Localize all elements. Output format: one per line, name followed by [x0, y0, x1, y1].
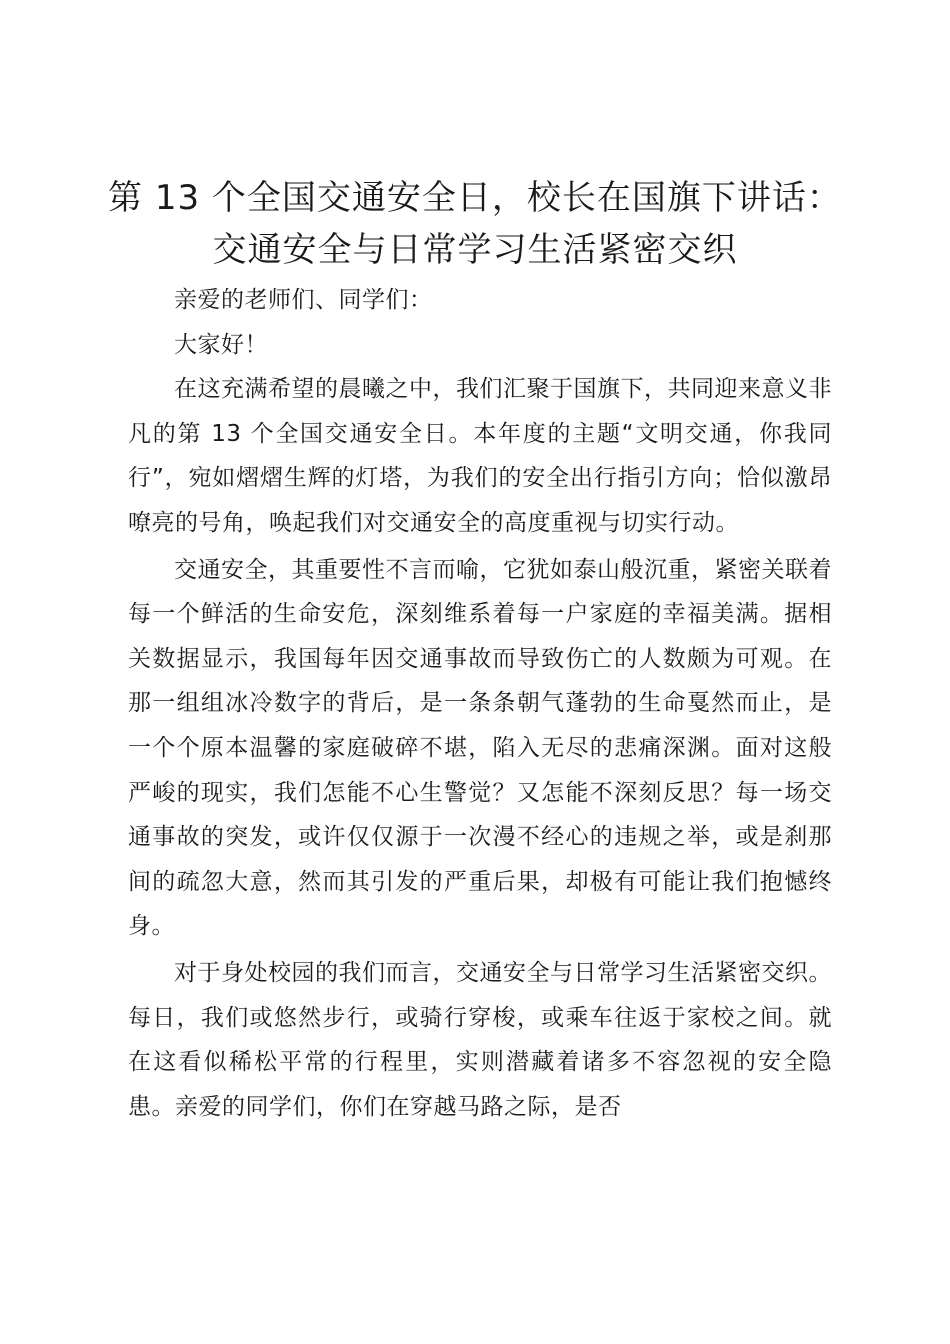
paragraph-campus: 对于身处校园的我们而言，交通安全与日常学习生活紧密交织。每日，我们或悠然步行，或骑行穿梭，或乘车往返于家校之间。就在这看似稀松平常的行程里，实则潜藏着诸多不容忽视的安全隐患。亲爱的同学们，你们在穿越马路之际，是否	[128, 959, 832, 1120]
greeting: 大家好！	[174, 331, 268, 358]
title-line-1: 第 13 个全国交通安全日，校长在国旗下讲话：	[108, 178, 842, 218]
title-line-2: 交通安全与日常学习生活紧密交织	[212, 230, 738, 270]
document-body	[128, 278, 832, 1129]
document-title	[100, 172, 850, 276]
paragraph-importance: 交通安全，其重要性不言而喻，它犹如泰山般沉重，紧密关联着每一个鲜活的生命安危，深刻维系着每一户家庭的幸福美满。据相关数据显示，我国每年因交通事故而导致伤亡的人数颇为可观。在那一组组冰冷数字的背后，是一条条朝气蓬勃的生命戛然而止，是一个个原本温馨的家庭破碎不堪，陷入无尽的悲痛深渊。面对这般严峻的现实，我们怎能不心生警觉？又怎能不深刻反思？每一场交通事故的突发，或许仅仅源于一次漫不经心的违规之举，或是刹那间的疏忽大意，然而其引发的严重后果，却极有可能让我们抱憾终身。	[128, 556, 832, 940]
salutation: 亲爱的老师们、同学们：	[174, 287, 433, 313]
paragraph-intro: 在这充满希望的晨曦之中，我们汇聚于国旗下，共同迎来意义非凡的第 13 个全国交通安全日。本年度的主题“文明交通，你我同行”，宛如熠熠生辉的灯塔，为我们的安全出行指引方向；恰似激昂嘹亮的号角，唤起我们对交通安全的高度重视与切实行动。	[128, 376, 832, 536]
